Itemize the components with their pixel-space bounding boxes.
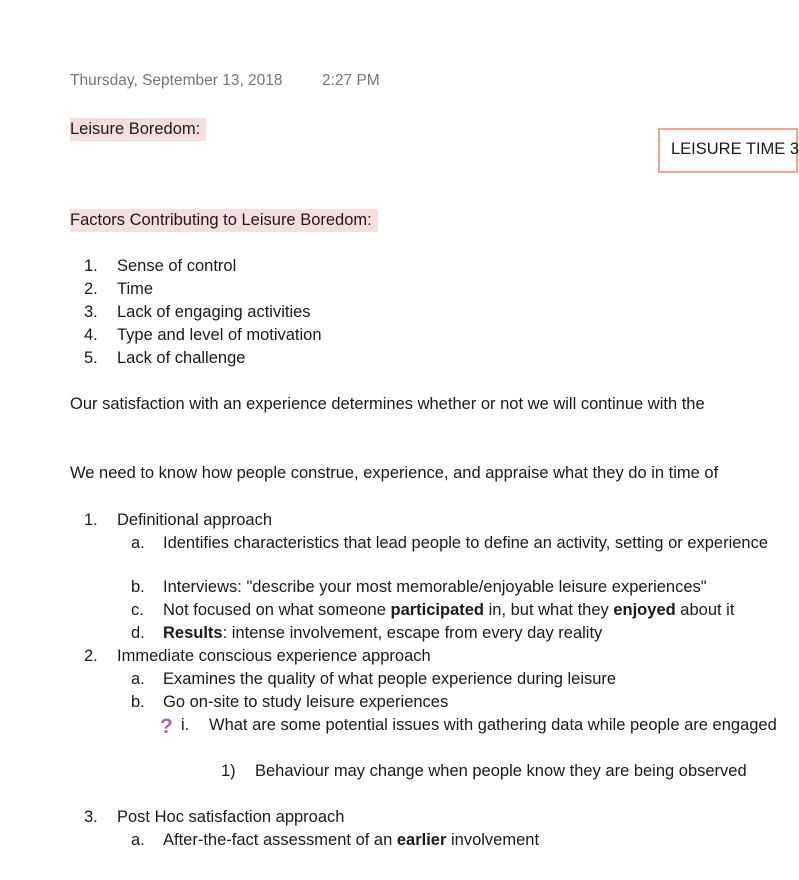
note-time: 2:27 PM (322, 72, 380, 89)
list-item-text: Lack of engaging activities (117, 303, 311, 321)
heading-factors-text: Factors Contributing to Leisure Boredom: (70, 209, 378, 232)
list-item-text (163, 601, 734, 620)
text-run: involvement (446, 831, 540, 849)
list-marker: a. (131, 534, 145, 552)
list-marker: 2. (84, 280, 98, 298)
list-marker: b. (131, 578, 145, 596)
heading-factors (70, 211, 378, 230)
list-marker: 3. (84, 808, 98, 826)
list-item-text: Lack of challenge (117, 349, 246, 367)
list-marker: b. (131, 693, 145, 711)
list-marker: i. (181, 716, 190, 734)
list-item-text: Time (117, 280, 154, 298)
list-item-text: Post Hoc satisfaction approach (117, 808, 345, 826)
list-marker: a. (131, 831, 145, 849)
paragraph-need-to-know: We need to know how people construe, experience, and appraise what they do in time of (70, 464, 719, 482)
list-item-text: Interviews: "describe your most memorable/enjoyable leisure experiences" (163, 578, 707, 596)
list-marker: 1) (221, 762, 236, 780)
list-marker: 1. (84, 257, 98, 275)
list-marker: 3. (84, 303, 98, 321)
title-box-text: LEISURE TIME 3 (671, 140, 799, 158)
paragraph-satisfaction: Our satisfaction with an experience determines whether or not we will continue with the (70, 395, 705, 413)
title-box[interactable] (658, 128, 798, 173)
text-run: in, but what they (484, 601, 614, 619)
list-item-text: Go on-site to study leisure experiences (163, 693, 449, 711)
list-item-text: Type and level of motivation (117, 326, 322, 344)
list-marker: 1. (84, 511, 98, 529)
heading-leisure-boredom-text: Leisure Boredom: (70, 118, 206, 141)
list-marker: d. (131, 624, 145, 642)
list-marker: 4. (84, 326, 98, 344)
list-marker: 2. (84, 647, 98, 665)
bold-text-enjoyed: enjoyed (613, 601, 676, 619)
list-marker: 5. (84, 349, 98, 367)
note-date: Thursday, September 13, 2018 (70, 72, 283, 89)
list-item-text (163, 831, 539, 850)
bold-text-results: Results (163, 624, 223, 642)
list-item-text: Immediate conscious experience approach (117, 647, 431, 665)
bold-text-earlier: earlier (396, 831, 447, 849)
heading-leisure-boredom (70, 120, 206, 139)
list-item-text: What are some potential issues with gathering data while people are engaged (209, 716, 777, 734)
text-run: : intense involvement, escape from every day reality (222, 624, 603, 642)
list-marker: a. (131, 670, 145, 688)
list-marker: c. (131, 601, 144, 619)
list-item-text: Behaviour may change when people know they are being observed (255, 762, 747, 780)
text-run: Not focused on what someone (163, 601, 391, 619)
list-item-text: Definitional approach (117, 511, 273, 529)
text-run: After-the-fact assessment of an (163, 831, 397, 849)
bold-text-participated: participated (390, 601, 485, 619)
list-item-text: Identifies characteristics that lead people to define an activity, setting or experience (163, 534, 769, 552)
list-item-text: Examines the quality of what people experience during leisure (163, 670, 617, 688)
text-run: about it (675, 601, 735, 619)
question-tag-icon[interactable]: ? (160, 715, 173, 738)
list-item-text (163, 624, 602, 643)
list-item-text: Sense of control (117, 257, 237, 275)
